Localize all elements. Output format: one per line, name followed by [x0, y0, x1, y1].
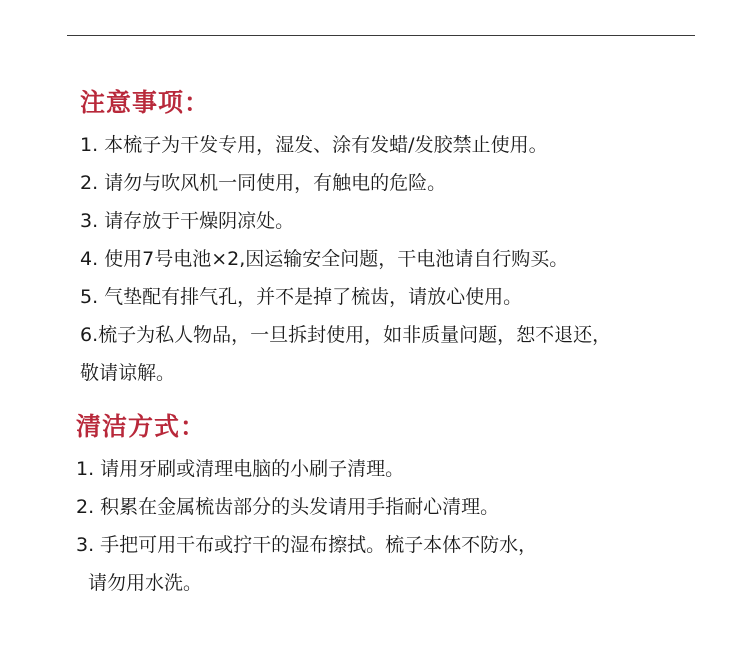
cleaning-list: [76, 450, 716, 602]
notes-heading: 注意事项：: [80, 88, 211, 117]
list-item: 3. 手把可用干布或拧干的湿布擦拭。梳子本体不防水，: [76, 534, 538, 556]
notes-section: [80, 88, 720, 392]
cleaning-heading: 清洁方式：: [76, 412, 207, 441]
list-item-continuation: 请勿用水洗。: [88, 572, 203, 594]
list-item: 1. 请用牙刷或清理电脑的小刷子清理。: [76, 458, 405, 480]
top-divider: [67, 35, 695, 36]
list-item: 5. 气垫配有排气孔，并不是掉了梳齿，请放心使用。: [80, 286, 523, 308]
list-item: 3. 请存放于干燥阴凉处。: [80, 210, 295, 232]
list-item: 2. 积累在金属梳齿部分的头发请用手指耐心清理。: [76, 496, 500, 518]
list-item-continuation: 敬请谅解。: [80, 362, 176, 384]
list-item: 6.梳子为私人物品，一旦拆封使用，如非质量问题，恕不退还，: [80, 324, 612, 346]
list-item: 1. 本梳子为干发专用，湿发、涂有发蜡/发胶禁止使用。: [80, 134, 548, 156]
cleaning-section: [76, 412, 716, 602]
list-item: 2. 请勿与吹风机一同使用，有触电的危险。: [80, 172, 447, 194]
notes-list: [80, 126, 720, 392]
list-item: 4. 使用7号电池×2,因运输安全问题，干电池请自行购买。: [80, 248, 569, 270]
